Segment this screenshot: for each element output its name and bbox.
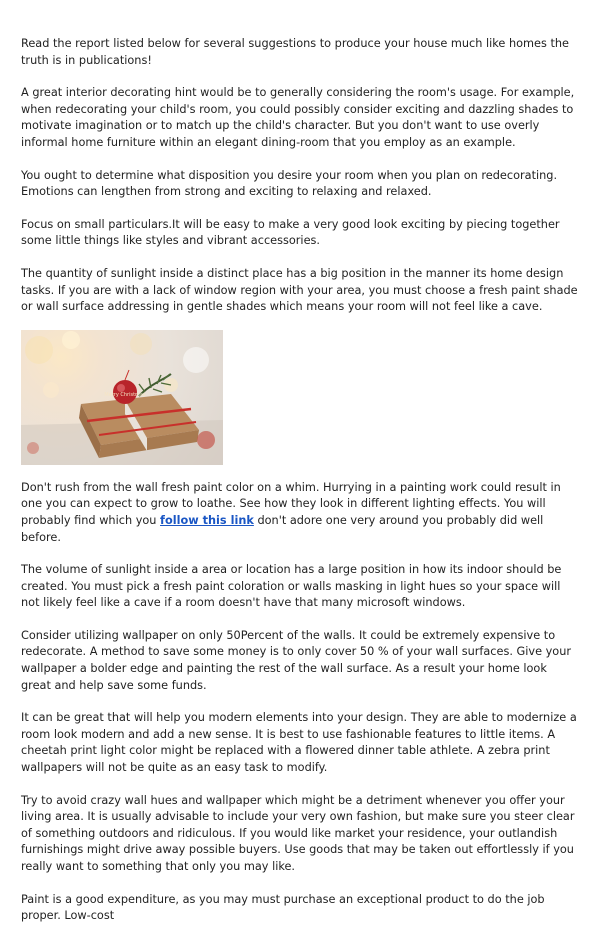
paragraph-disposition: You ought to determine what disposition you desire your room when you plan on redecorating. Emotions can lengthen from strong and exciting to relaxing and relaxed. — [21, 168, 558, 199]
paragraph-sunlight-volume: The volume of sunlight inside a area or location has a large position in how its indoor should be created. You must pick a fresh paint coloration or walls masking in light hues so your space will not likely feel like a cave if a room doesn't have that many microsoft windows. — [21, 563, 562, 610]
paragraph-wall-paint — [21, 480, 579, 546]
paragraph-room-usage: A great interior decorating hint would be to generally considering the room's usage. For example, when redecorating your child's room, you could possibly consider exciting and dazzling shades to motivate imagination or to match up the child's character. But you don't want to use overly informal home furniture within an elegant dining-room that you employ as an example. — [21, 86, 575, 149]
paragraph-intro: Read the report listed below for several suggestions to produce your house much like homes the truth is in publications! — [21, 37, 570, 67]
ornament-text: Merry Christmas — [104, 391, 146, 398]
gift-box-photo — [21, 330, 223, 465]
paragraph-wall-hues: Try to avoid crazy wall hues and wallpaper which might be a detriment whenever you offer your living area. It is usually advisable to include your very own fashion, but make sure you steer clear of something outdoors and ridiculous. If you would like market your residence, your outlandish furnishings might drive away possible buyers. Use goods that may be taken out effortlessly if you really want to something that only you may like. — [21, 793, 575, 873]
paragraph-sunlight: The quantity of sunlight inside a distinct place has a big position in the manner its home design tasks. If you are with a lack of window region with your area, you must choose a fresh paint shade or wall surface addressing in gentle shades which means your room will not feel like a cave. — [21, 266, 578, 314]
paragraph-wallpaper-half: Consider utilizing wallpaper on only 50Percent of the walls. It could be extremely expensive to redecorate. A method to save some money is to only cover 50 % of your wall surfaces. Give your wallpaper a bolder edge and painting the rest of the wall surface. As a result your home look great and help save some funds. — [21, 628, 572, 692]
paragraph-modern-elements: It can be great that will help you modern elements into your design. They are able to modernize a room look modern and add a new sense. It is best to use fashionable features to little items. A cheetah print light color might be replaced with a flowered dinner table athlete. A zebra print wallpapers will not be quite as an easy task to modify. — [21, 711, 577, 775]
follow-this-link[interactable]: follow this link — [160, 513, 254, 527]
paragraph-wall-paint-tail: don't adore one very around you probably did well before. — [21, 513, 544, 544]
paragraph-paint: Paint is a good expenditure, as you may must purchase an exceptional product to do the job proper. Low-cost — [21, 892, 545, 923]
paragraph-particulars: Focus on small particulars.It will be easy to make a very good look exciting by piecing together some little things like styles and vibrant accessories. — [21, 217, 560, 248]
paragraph-wall-paint-text: Don't rush from the wall fresh paint color on a whim. Hurrying in a painting work could result in one you can expect to grow to loathe. See how they look in different lighting effects. You will probably find which you — [21, 480, 561, 527]
